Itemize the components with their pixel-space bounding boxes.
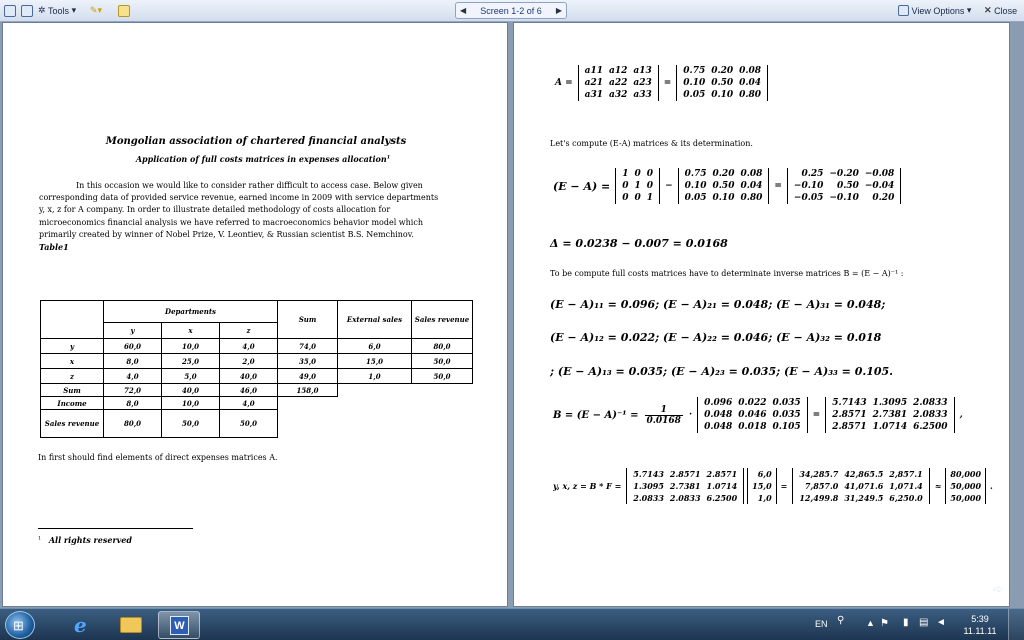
determinant: Δ = 0.0238 − 0.007 = 0.0168	[550, 237, 728, 250]
battery-icon[interactable]: ▮	[903, 617, 909, 628]
internet-explorer-icon: e	[74, 613, 87, 637]
comment-button[interactable]	[118, 3, 130, 18]
next-screen-button[interactable]: ▶	[555, 6, 562, 15]
document-subtitle: Application of full costs matrices in expenses allocation$^1$	[135, 154, 391, 164]
reading-toolbar	[0, 0, 1024, 22]
comment-icon	[118, 5, 130, 17]
action-center-icon[interactable]: ⚑	[880, 618, 889, 629]
footnote-divider	[38, 528, 193, 529]
after-table-text: In first should find elements of direct expenses matrices A.	[38, 453, 278, 462]
folder-icon	[120, 617, 142, 633]
clock-time: 5:39	[971, 614, 989, 624]
a-symbolic-matrix: a11 a12 a13 a21 a22 a23 a31 a32 a33	[578, 65, 659, 101]
cofactors-row-3: ; (E − A)₁₃ = 0.035; (E − A)₂₃ = 0.035; (E − A)₃₃ = 0.105.	[550, 365, 893, 378]
language-bar-icon[interactable]: ⚲	[837, 615, 845, 626]
previous-screen-button[interactable]: ◀	[460, 6, 467, 15]
b-matrix-equation: B = (E − A)⁻¹ = $\frac{1}{0.0168}$ · 0.096 0.022 0.035 0.048 0.046 0.035 0.048 0.018 0.105 = 5.7143 1.3095 2.0833 2.8571 2.7381 2.0833 2.8571 1.0714 6.2500 ,	[553, 398, 963, 432]
screen-indicator: Screen 1-2 of 6	[480, 5, 542, 16]
departments-header: Departments	[104, 301, 278, 323]
cofactors-row-2: (E − A)₁₂ = 0.022; (E − A)₂₂ = 0.046; (E − A)₃₂ = 0.018	[550, 331, 882, 344]
windows-logo-icon: ⊞	[13, 618, 24, 633]
highlighter-icon: ✎▾	[90, 5, 103, 15]
a-matrix-equation: A = a11 a12 a13 a21 a22 a23 a31 a32 a33 = 0.75 0.20 0.08 0.10 0.50 0.04 0.05 0.10 0.80	[552, 65, 770, 101]
screen-navigator	[455, 2, 567, 19]
table-row: z 4,0 5,0 40,0 49,0 1,0 50,0	[41, 369, 473, 384]
inverse-text: To be compute full costs matrices have to determinate inverse matrices B = (E − A)⁻¹ :	[550, 269, 904, 278]
start-button[interactable]	[5, 611, 35, 639]
table-row: Sum 72,0 40,0 46,0 158,0	[41, 384, 473, 397]
show-hidden-icons-icon[interactable]: ▲	[866, 618, 875, 628]
next-page-arrow-icon[interactable]: ➪	[993, 582, 1004, 596]
b-adjugate-matrix: 0.096 0.022 0.035 0.048 0.046 0.035 0.048 0.018 0.105	[697, 397, 808, 433]
table-row: Income 8,0 10,0 4,0	[41, 397, 473, 410]
chevron-down-icon: ▾	[69, 5, 77, 15]
f-vector: 6,0 15,0 1,0	[747, 468, 776, 504]
chevron-down-icon: ▾	[964, 5, 972, 15]
save-button[interactable]	[4, 3, 16, 18]
tools-icon: ✲	[38, 5, 49, 15]
document-title: Mongolian association of chartered financial analysts	[105, 136, 407, 147]
taskbar-ie-button[interactable]	[62, 612, 104, 638]
page-1	[2, 22, 508, 607]
save-icon	[4, 5, 16, 17]
b-value-matrix: 5.7143 1.3095 2.0833 2.8571 2.7381 2.0833 2.8571 1.0714 6.2500	[825, 397, 954, 433]
a-value-matrix-2: 0.75 0.20 0.08 0.10 0.50 0.04 0.05 0.10 0.80	[678, 168, 770, 204]
close-icon: ✕	[984, 5, 992, 15]
volume-icon[interactable]: ◄	[936, 617, 946, 628]
cofactors-row-1: (E − A)₁₁ = 0.096; (E − A)₂₁ = 0.048; (E − A)₃₁ = 0.048;	[550, 298, 886, 311]
highlight-button[interactable]	[90, 3, 102, 18]
departments-table: Departments Sum External sales Sales revenue y x z y 60,0 10,0 4,0 74,0 6,0 80,0 x 8,0 25,0 2,0 35,0 15,0 50,0 z 4,0 5,0 40,0 49,0 1,0 50,0 Sum 72,0 40,0 46,0 158,0 Income 8,0 10,0 4,0 Sales revenue 80,0 50,0 50,0	[40, 300, 473, 438]
identity-matrix: 1 0 0 0 1 0 0 0 1	[615, 168, 660, 204]
e-minus-a-equation: (E − A) = 1 0 0 0 1 0 0 0 1 − 0.75 0.20 0.08 0.10 0.50 0.04 0.05 0.10 0.80 = 0.25 −0.20 −0.08 −0.10 0.50 −0.04 −0.05 −0.10 0.20	[550, 168, 903, 204]
table-row: x 8,0 25,0 2,0 35,0 15,0 50,0	[41, 354, 473, 369]
taskbar-word-button[interactable]	[158, 611, 200, 639]
b-transposed-matrix: 5.7143 2.8571 2.8571 1.3095 2.7381 1.0714 2.0833 2.0833 6.2500	[626, 468, 744, 504]
network-icon[interactable]: ▤	[919, 617, 929, 628]
clock[interactable]	[962, 613, 998, 637]
print-icon	[21, 5, 33, 17]
e-minus-a-result: 0.25 −0.20 −0.08 −0.10 0.50 −0.04 −0.05 −0.10 0.20	[787, 168, 901, 204]
compute-text: Let's compute (E-A) matrices & its determination.	[550, 139, 753, 148]
close-button[interactable]: ✕ Close	[984, 5, 1018, 16]
word-icon: W	[170, 616, 189, 635]
result-vector: 80,000 50,000 50,000	[945, 468, 986, 504]
table-row: y 60,0 10,0 4,0 74,0 6,0 80,0	[41, 339, 473, 354]
view-options-menu[interactable]: View Options ▾	[898, 3, 971, 18]
clock-date: 11.11.11	[963, 626, 997, 636]
tools-menu[interactable]: ✲ Tools ▾	[38, 5, 77, 16]
print-button[interactable]	[21, 3, 33, 18]
taskbar-explorer-button[interactable]	[110, 612, 152, 638]
page-2	[513, 22, 1010, 607]
footnote: $^1$ All rights reserved	[38, 535, 132, 545]
intro-paragraph: In this occasion we would like to consider rather difficult to access case. Below given corresponding data of provided service revenue, earned income in 2009 with service departments y, x, z for A company. In order to illustrate detailed methodology of costs allocation for microeconomics financial analysis we have referred to macroeconomics behavior model which primarily created by winner of Nobel Prize, V. Leontiev, & Russian scientist B.S. Nemchinov. Table1	[39, 181, 439, 253]
table-row: Sales revenue 80,0 50,0 50,0	[41, 410, 473, 438]
show-desktop-button[interactable]	[1008, 609, 1024, 640]
taskbar	[0, 608, 1024, 640]
output-equation: y, x, z = B * F = 5.7143 2.8571 2.8571 1.3095 2.7381 1.0714 2.0833 2.0833 6.2500 6,0 15,0 1,0 = 34,285.7 42,865.5 2,857.1 7,857.0 41,071.6 1,071.4 12,499.8 31,249.5 6,250.0 ≈ 80,000 50,000 50,000 .	[553, 469, 993, 503]
view-options-icon	[898, 5, 909, 16]
a-value-matrix: 0.75 0.20 0.08 0.10 0.50 0.04 0.05 0.10 0.80	[676, 65, 768, 101]
language-indicator[interactable]: EN	[815, 619, 828, 629]
b-fraction: $\frac{1}{0.0168}$	[646, 404, 681, 426]
product-matrix: 34,285.7 42,865.5 2,857.1 7,857.0 41,071.6 1,071.4 12,499.8 31,249.5 6,250.0	[792, 468, 929, 504]
